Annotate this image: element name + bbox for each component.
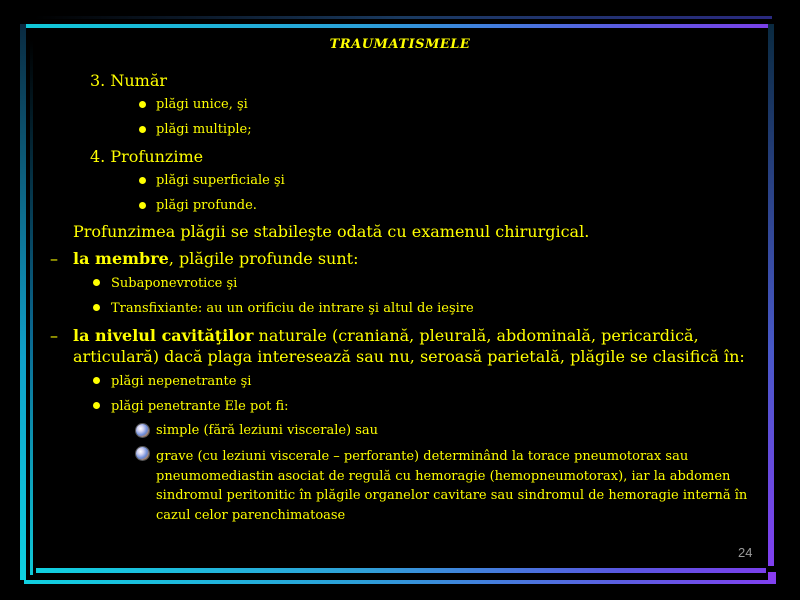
frame-top-inner-bar (34, 16, 772, 19)
depth-note: Profunzimea plăgii se stabileşte odată cu examenul chirurgical. (73, 222, 590, 241)
frame-bottom-inner-bar (36, 568, 766, 573)
bullet-dot (139, 177, 146, 184)
item-profunzime: 4. Profunzime (90, 147, 204, 166)
item-profunzime-a: plăgi superficiale şi (156, 173, 285, 188)
frame-left-inner-bar (30, 40, 33, 575)
item-membre (73, 249, 358, 268)
item-numar-a: plăgi unice, şi (156, 97, 248, 112)
gem-bullet-icon (136, 424, 149, 437)
item-membre-rest: , plăgile profunde sunt: (168, 249, 359, 268)
bullet-dot (93, 402, 100, 409)
item-cavitati-b-grave: grave (cu leziuni viscerale – perforante) determinând la torace pneumotorax sau pneumomediastin asociat de regulă cu hemoragie (hemopneumotorax), iar la abdomen sindromul peritonitic în plăgile organelor cavitare sau sindromul de hemoragie internă în cazul celor parenchimatoase (156, 449, 748, 523)
bullet-dot (139, 126, 146, 133)
item-membre-a: Subaponevrotice şi (111, 276, 238, 291)
item-cavitati-bold: la nivelul cavităţilor (73, 326, 254, 345)
item-cavitati-line2: articulară) dacă plaga interesează sau nu, seroasă parietală, plăgile se clasifică în: (73, 347, 745, 366)
item-cavitati-a: plăgi nepenetrante şi (111, 374, 252, 389)
bullet-dot (139, 202, 146, 209)
item-cavitati-line1 (73, 326, 699, 345)
bullet-dot (93, 279, 100, 286)
item-membre-b: Transfixiante: au un orificiu de intrare şi altul de ieşire (111, 301, 474, 316)
bullet-dot (139, 101, 146, 108)
slide-title: TRAUMATISMELE (329, 37, 471, 52)
item-profunzime-b: plăgi profunde. (156, 198, 257, 213)
dash-bullet: – (50, 249, 58, 268)
bullet-dot (93, 304, 100, 311)
item-numar-b: plăgi multiple; (156, 122, 252, 137)
frame-bottom-bar (24, 580, 776, 584)
item-cavitati-rest: naturale (craniană, pleurală, abdominală, pericardică, (253, 326, 699, 345)
frame-corner-square (768, 572, 776, 580)
item-numar: 3. Număr (90, 71, 168, 90)
item-membre-bold: la membre (73, 249, 169, 268)
dash-bullet: – (50, 326, 58, 345)
gem-bullet-icon (136, 447, 149, 460)
frame-top-bar (26, 24, 772, 28)
item-cavitati-b-simple: simple (fără leziuni viscerale) sau (156, 423, 379, 438)
bullet-dot (93, 377, 100, 384)
frame-right-bar (768, 24, 774, 566)
item-cavitati-b: plăgi penetrante Ele pot fi: (111, 399, 289, 414)
page-number: 24 (738, 545, 753, 560)
frame-left-bar (20, 24, 26, 580)
